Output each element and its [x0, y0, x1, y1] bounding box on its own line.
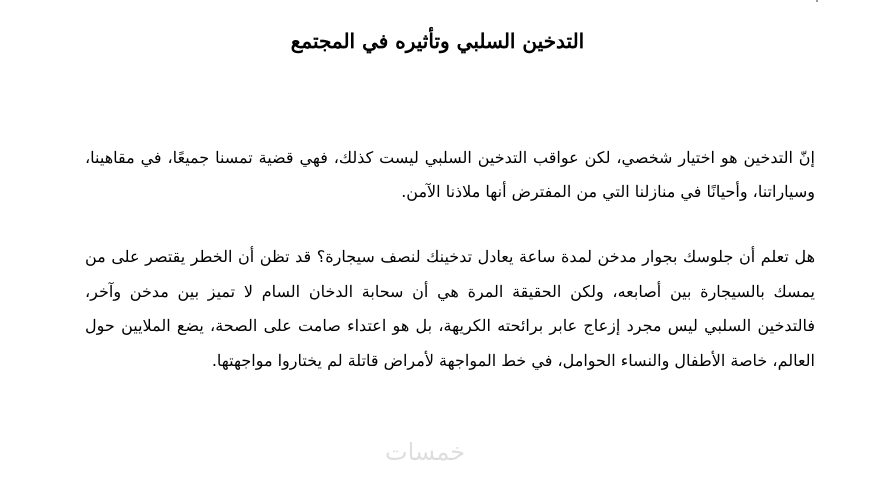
- document-title: التدخين السلبي وتأثيره في المجتمع: [290, 29, 585, 53]
- watermark-logo: خمسات: [385, 438, 466, 466]
- corner-mark: [816, 0, 818, 2]
- paragraph-intro: إنّ التدخين هو اختيار شخصي، لكن عواقب التدخين السلبي ليست كذلك، فهي قضية تمسنا جميعًا، في مقاهينا، وسياراتنا، وأحيانًا في منازلنا التي من المفترض أنها ملاذنا الآمن.: [85, 148, 815, 201]
- paragraph-body: هل تعلم أن جلوسك بجوار مدخن لمدة ساعة يعادل تدخينك لنصف سيجارة؟ قد تظن أن الخطر يقتصر على من يمسك بالسيجارة بين أصابعه، ولكن الحقيقة المرة هي أن سحابة الدخان السام لا تميز بين مدخن وآخر، فالتدخين السلبي ليس مجرد إزعاج عابر برائحته الكريهة، بل هو اعتداء صامت على الصحة، يضع الملايين حول العالم، خاصة الأطفال والنساء الحوامل، في خط المواجهة لأمراض قاتلة لم يختاروا مواجهتها.: [85, 247, 816, 370]
